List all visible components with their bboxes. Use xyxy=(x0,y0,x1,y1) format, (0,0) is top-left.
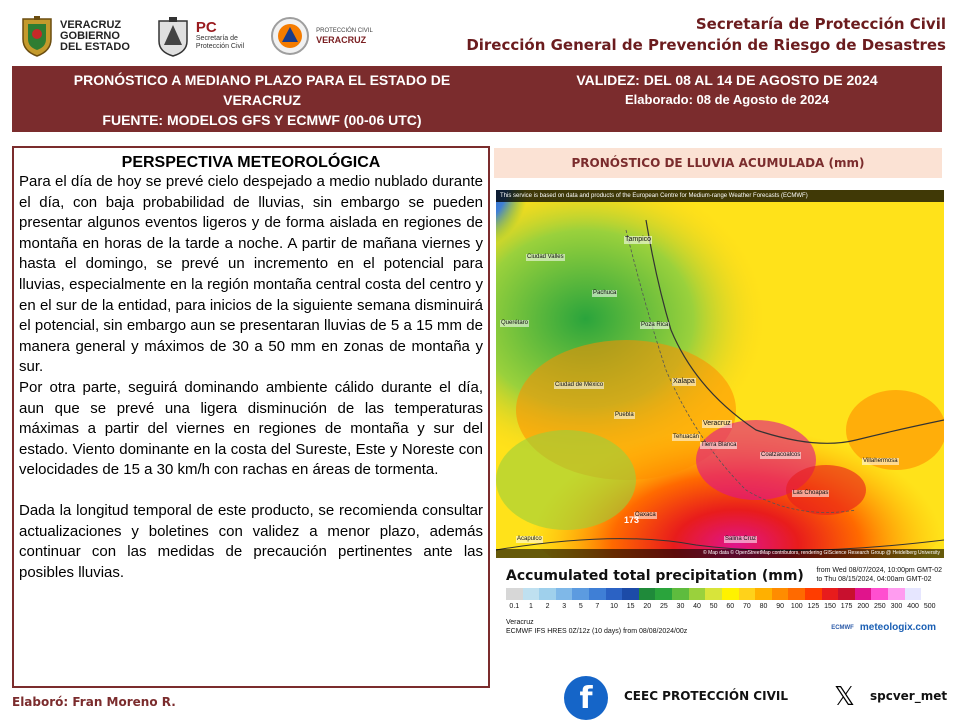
logo-text-line1: VERACRUZ xyxy=(60,18,122,31)
precipitation-legend xyxy=(496,560,944,640)
legend-color-cell xyxy=(689,588,706,600)
legend-tick-label: 15 xyxy=(626,603,635,610)
legend-color-cell xyxy=(871,588,888,600)
legend-tick-label: 30 xyxy=(676,603,685,610)
legend-tick-label: 70 xyxy=(743,603,751,610)
legend-color-bar xyxy=(506,588,938,600)
pcv-big-text: VERACRUZ xyxy=(316,34,367,45)
legend-color-cell xyxy=(755,588,772,600)
legend-color-cell xyxy=(606,588,623,600)
legend-color-cell xyxy=(739,588,756,600)
legend-color-cell xyxy=(705,588,722,600)
banner-made-date: Elaborado: 08 de Agosto de 2024 xyxy=(625,92,829,107)
forecast-banner xyxy=(12,66,942,132)
banner-title-line2: VERACRUZ xyxy=(223,92,301,108)
pcv-small-text: PROTECCIÓN CIVIL xyxy=(316,27,373,34)
x-account-label[interactable]: spcver_met xyxy=(870,689,948,703)
veracruz-government-logo xyxy=(20,15,130,57)
legend-tick-label: 150 xyxy=(824,603,836,610)
city-label: Pachuca xyxy=(593,290,617,296)
legend-model: ECMWF IFS HRES 0Z/12z (10 days) from 08/08/2024/00z xyxy=(506,628,688,635)
map-credit-top: This service is based on data and products of the European Centre for Medium-range Weather Forecasts (ECMWF) xyxy=(496,190,944,202)
legend-ticks xyxy=(506,603,938,613)
secretaria-title-block xyxy=(466,14,946,56)
legend-tick-label: 500 xyxy=(923,603,936,610)
secretaria-name: Secretaría de Protección Civil xyxy=(695,15,946,33)
x-twitter-icon[interactable]: 𝕏 xyxy=(834,682,855,712)
legend-color-cell xyxy=(722,588,739,600)
legend-tick-label: 0.1 xyxy=(509,603,520,610)
legend-color-cell xyxy=(523,588,540,600)
legend-time-range xyxy=(816,566,942,584)
legend-range-from: from Wed 08/07/2024, 10:00pm GMT-02 xyxy=(816,567,942,574)
legend-tick-label: 300 xyxy=(890,603,903,610)
legend-color-cell xyxy=(655,588,672,600)
legend-tick-label: 5 xyxy=(578,603,583,610)
legend-color-cell xyxy=(639,588,656,600)
pc-shield-icon xyxy=(156,15,190,57)
legend-color-cell xyxy=(539,588,556,600)
precipitation-map-graphic xyxy=(496,190,944,558)
direccion-name: Dirección General de Prevención de Riesgo de Desastres xyxy=(466,36,946,54)
legend-color-cell xyxy=(921,588,938,600)
facebook-account-label[interactable]: CEEC PROTECCIÓN CIVIL xyxy=(624,689,788,703)
banner-source: FUENTE: MODELOS GFS Y ECMWF (00-06 UTC) xyxy=(102,112,422,128)
city-label: Tampico xyxy=(625,236,652,243)
legend-tick-label: 80 xyxy=(759,603,768,610)
legend-tick-label: 400 xyxy=(907,603,919,610)
legend-tick-label: 10 xyxy=(610,603,618,610)
banner-title-line1: PRONÓSTICO A MEDIANO PLAZO PARA EL ESTADO DE xyxy=(73,72,451,88)
legend-range-to: to Thu 08/15/2024, 04:00am GMT-02 xyxy=(816,576,932,583)
city-label: Ciudad de México xyxy=(555,382,604,388)
banner-right xyxy=(512,70,942,110)
perspective-paragraph-3: Dada la longitud temporal de este producto, se recomienda consultar actualizaciones y boletines con validez a menor plazo, además continuar con las medidas de precaución pertinentes ante las posibles lluvias. xyxy=(19,501,483,581)
legend-color-cell xyxy=(838,588,855,600)
map-heading: PRONÓSTICO DE LLUVIA ACUMULADA (mm) xyxy=(494,148,942,178)
ecmwf-logo: ECMWF xyxy=(831,624,854,631)
legend-tick-label: 100 xyxy=(790,603,803,610)
legend-tick-label: 25 xyxy=(659,603,668,610)
city-label: Poza Rica xyxy=(641,322,669,328)
pc-small-line1: Secretaría de xyxy=(195,35,238,42)
banner-left xyxy=(12,70,512,130)
legend-tick-label: 125 xyxy=(807,603,820,610)
logo-text-line2: GOBIERNO xyxy=(60,29,120,42)
legend-brands xyxy=(831,622,936,633)
banner-validity: VALIDEZ: DEL 08 AL 14 DE AGOSTO DE 2024 xyxy=(576,72,878,88)
city-label: Xalapa xyxy=(673,378,695,385)
pc-secretaria-logo xyxy=(156,15,244,57)
city-label: Villahermosa xyxy=(863,458,898,464)
legend-color-cell xyxy=(805,588,822,600)
legend-tick-label: 1 xyxy=(528,603,533,610)
perspective-heading: PERSPECTIVA METEOROLÓGICA xyxy=(121,154,381,171)
legend-color-cell xyxy=(506,588,523,600)
veracruz-shield-icon xyxy=(20,15,54,57)
perspective-panel xyxy=(12,146,490,688)
legend-region: Veracruz xyxy=(506,619,534,626)
city-label: Puebla xyxy=(615,412,634,418)
pc-small-line2: Protección Civil xyxy=(195,43,245,50)
city-label: Salina Cruz xyxy=(725,536,757,542)
legend-tick-label: 40 xyxy=(693,603,701,610)
city-label: Veracruz xyxy=(703,420,731,427)
city-label: Tehuacán xyxy=(673,434,700,440)
city-label: Las Choapas xyxy=(793,490,829,496)
legend-color-cell xyxy=(855,588,872,600)
legend-color-cell xyxy=(772,588,789,600)
legend-color-cell xyxy=(788,588,805,600)
legend-tick-label: 20 xyxy=(643,603,652,610)
precipitation-map xyxy=(496,190,944,558)
perspective-paragraph-2: Por otra parte, seguirá dominando ambiente cálido durante el día, aun que se prevé una ligera disminución de las temperaturas máximas a partir del viernes en regiones de montaña y sur del estado. Viento dominante en la costa del Sureste, Este y Noreste con velocidades de 15 a 30 km/h con rachas en áreas de tormenta. xyxy=(19,378,483,479)
facebook-icon[interactable]: f xyxy=(564,676,608,720)
logo-text-line3: DEL ESTADO xyxy=(60,40,130,53)
city-label: Querétaro xyxy=(501,320,529,326)
legend-color-cell xyxy=(556,588,573,600)
legend-color-cell xyxy=(822,588,839,600)
perspective-paragraph-1: Para el día de hoy se prevé cielo despejado a medio nublado durante el día, con baja probabilidad de lluvias, sin embargo se pueden presentar algunos eventos ligeros y de forma aislada en regiones de montaña en horas de la tarde a noche. A partir de mañana viernes y hasta el domingo, se prevé un incremento en el potencial para lluvias, especialmente en la región montaña central costa del centro y en el sur de la entidad, para inicios de la siguiente semana disminuirá el potencial, sin embargo aun se presentaran lluvias de 5 a 15 mm de manera general y máximos de 30 a 50 mm en zonas de montaña y sur. xyxy=(19,173,483,376)
legend-color-cell xyxy=(672,588,689,600)
author-credit: Elaboró: Fran Moreno R. xyxy=(12,695,176,709)
legend-tick-label: 90 xyxy=(776,603,785,610)
legend-color-cell xyxy=(905,588,922,600)
city-label: Acapulco xyxy=(517,536,542,542)
legend-footer xyxy=(506,618,687,636)
legend-tick-label: 175 xyxy=(840,603,853,610)
legend-color-cell xyxy=(888,588,905,600)
pc-big-text: PC xyxy=(195,19,217,36)
city-label: Ciudad Valles xyxy=(527,254,564,260)
legend-tick-label: 2 xyxy=(545,603,550,610)
legend-tick-label: 250 xyxy=(874,603,886,610)
meteologix-logo: meteologix.com xyxy=(859,622,936,633)
map-credit-bottom: © Map data © OpenStreetMap contributors, rendering GIScience Research Group @ Heidelberg University xyxy=(496,549,944,558)
legend-tick-label: 50 xyxy=(709,603,718,610)
legend-color-cell xyxy=(622,588,639,600)
legend-tick-label: 200 xyxy=(857,603,870,610)
legend-tick-label: 3 xyxy=(562,603,567,610)
legend-color-cell xyxy=(572,588,589,600)
city-label: Coatzacoalcos xyxy=(761,452,801,458)
max-value-label: 173 xyxy=(624,515,640,525)
legend-tick-label: 7 xyxy=(595,603,600,610)
city-label: Oaxaca xyxy=(635,512,656,518)
header-logos xyxy=(20,12,373,60)
civil-protection-triangle-icon xyxy=(270,16,310,56)
legend-tick-label: 60 xyxy=(726,603,735,610)
legend-title: Accumulated total precipitation (mm) xyxy=(506,568,804,584)
legend-color-cell xyxy=(589,588,606,600)
pc-veracruz-logo xyxy=(270,16,373,56)
city-label: Tierra Blanca xyxy=(701,442,737,448)
